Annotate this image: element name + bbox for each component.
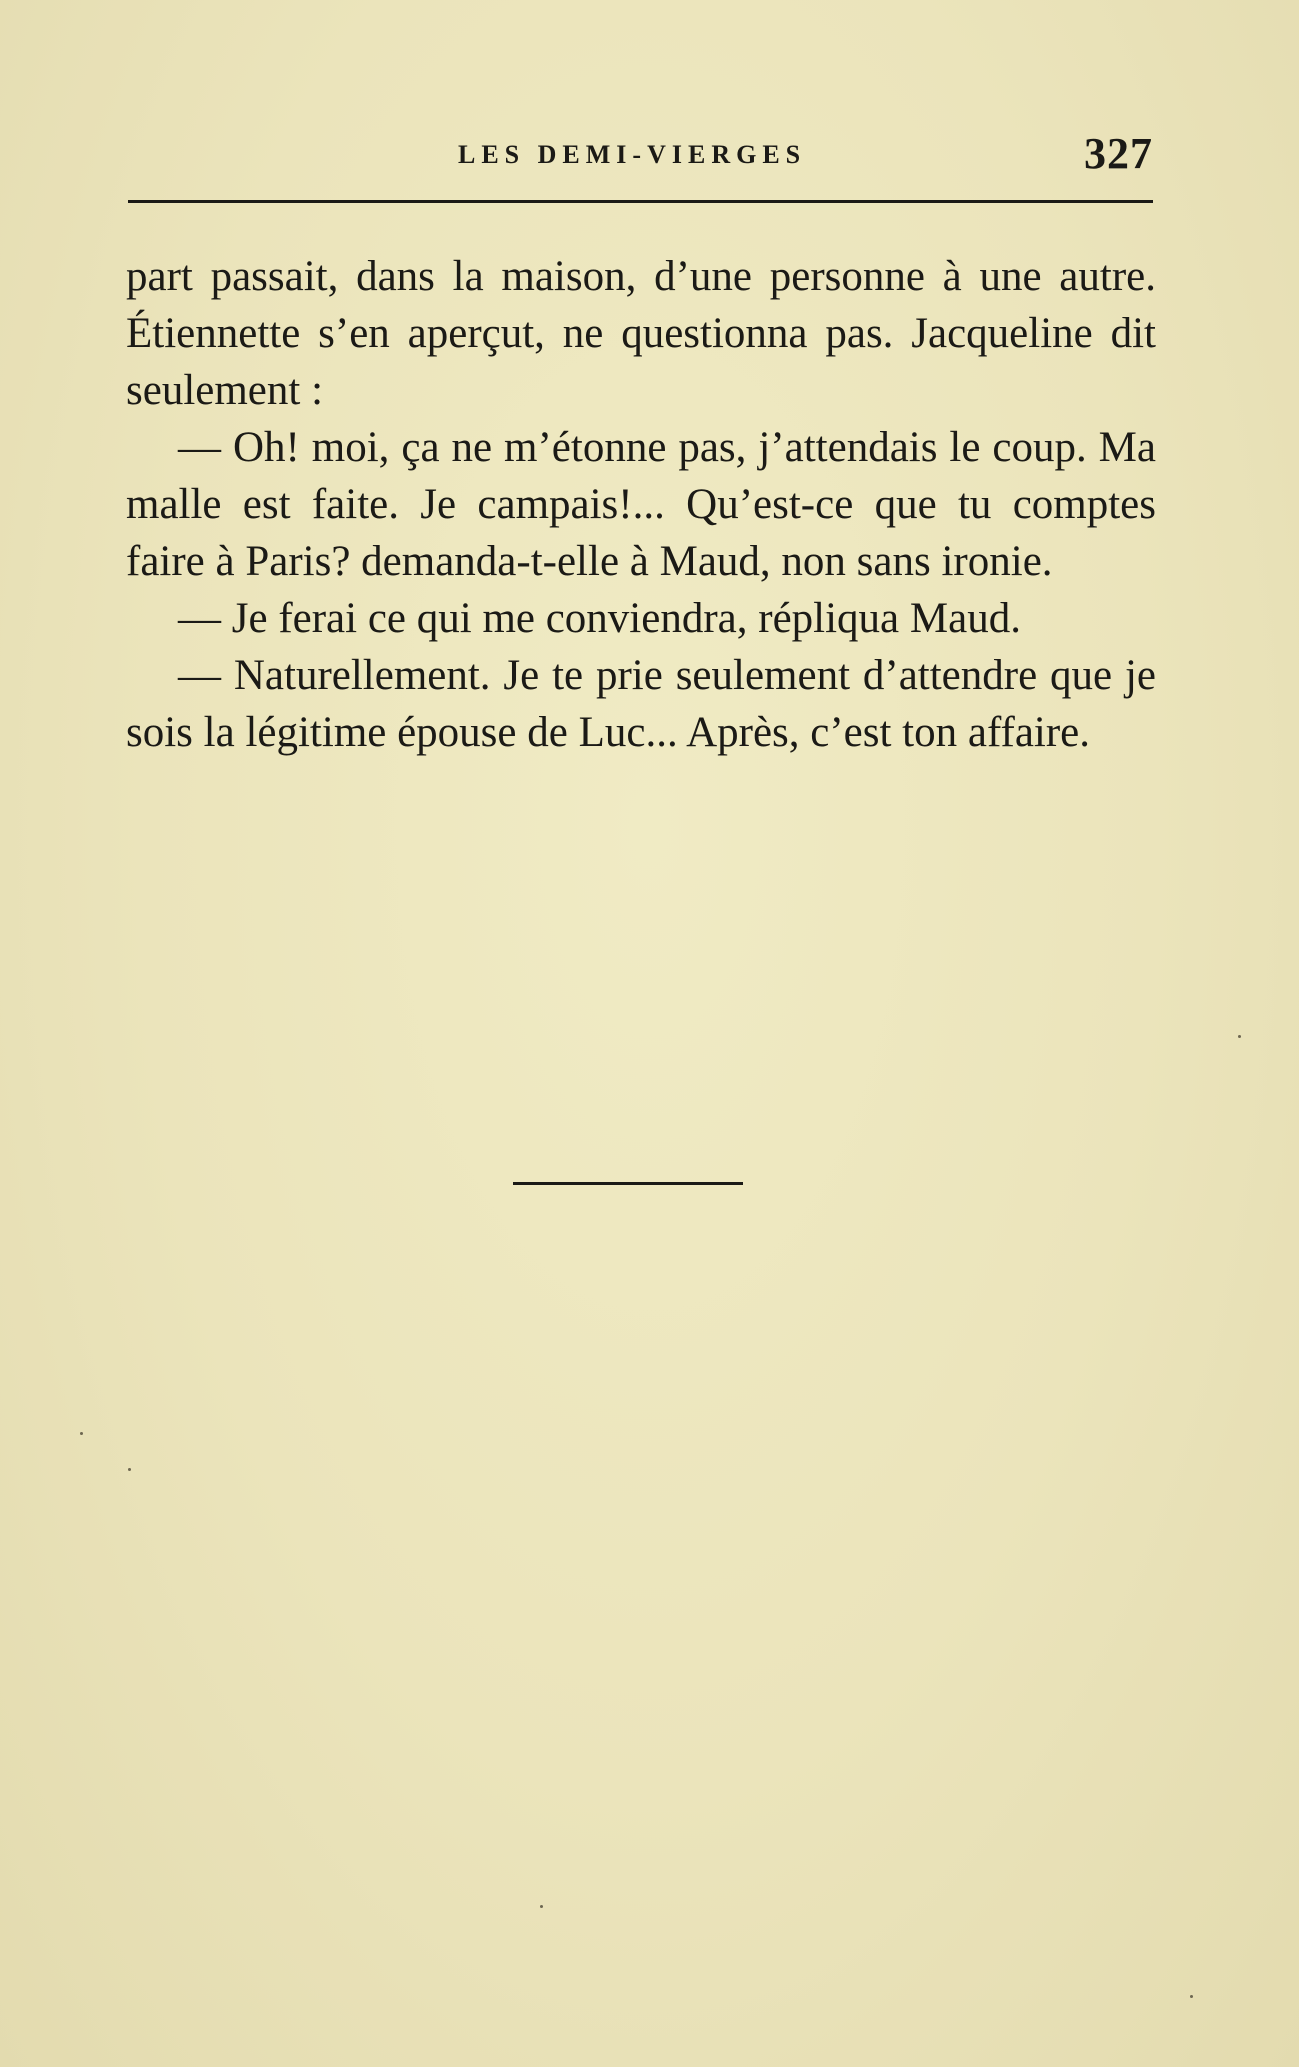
end-of-section-rule — [513, 1182, 743, 1185]
running-head — [128, 128, 1153, 178]
page-number: 327 — [1084, 129, 1153, 178]
paragraph: part passait, dans la maison, d’une personne à une autre. Étiennette s’en aperçut, ne questionna pas. Jacqueline dit seulement : — [126, 253, 1156, 414]
header-rule — [128, 200, 1153, 203]
paper-speck — [1238, 1035, 1241, 1038]
paragraph: — Je ferai ce qui me conviendra, répliqua Maud. — [178, 595, 1021, 642]
paper-speck — [128, 1468, 131, 1471]
running-title: LES DEMI-VIERGES — [458, 140, 807, 169]
paragraph: — Naturellement. Je te prie seulement d’attendre que je sois la légitime épouse de Luc... Après, c’est ton affaire. — [126, 652, 1156, 756]
paper-speck — [1190, 1995, 1193, 1998]
body-text — [126, 248, 1156, 761]
paper-speck — [540, 1905, 543, 1908]
paper-speck — [80, 1432, 83, 1435]
paragraph: — Oh! moi, ça ne m’étonne pas, j’attendais le coup. Ma malle est faite. Je campais!... Qu’est-ce que tu comptes faire à Paris? demanda-t-elle à Maud, non sans ironie. — [126, 424, 1156, 585]
